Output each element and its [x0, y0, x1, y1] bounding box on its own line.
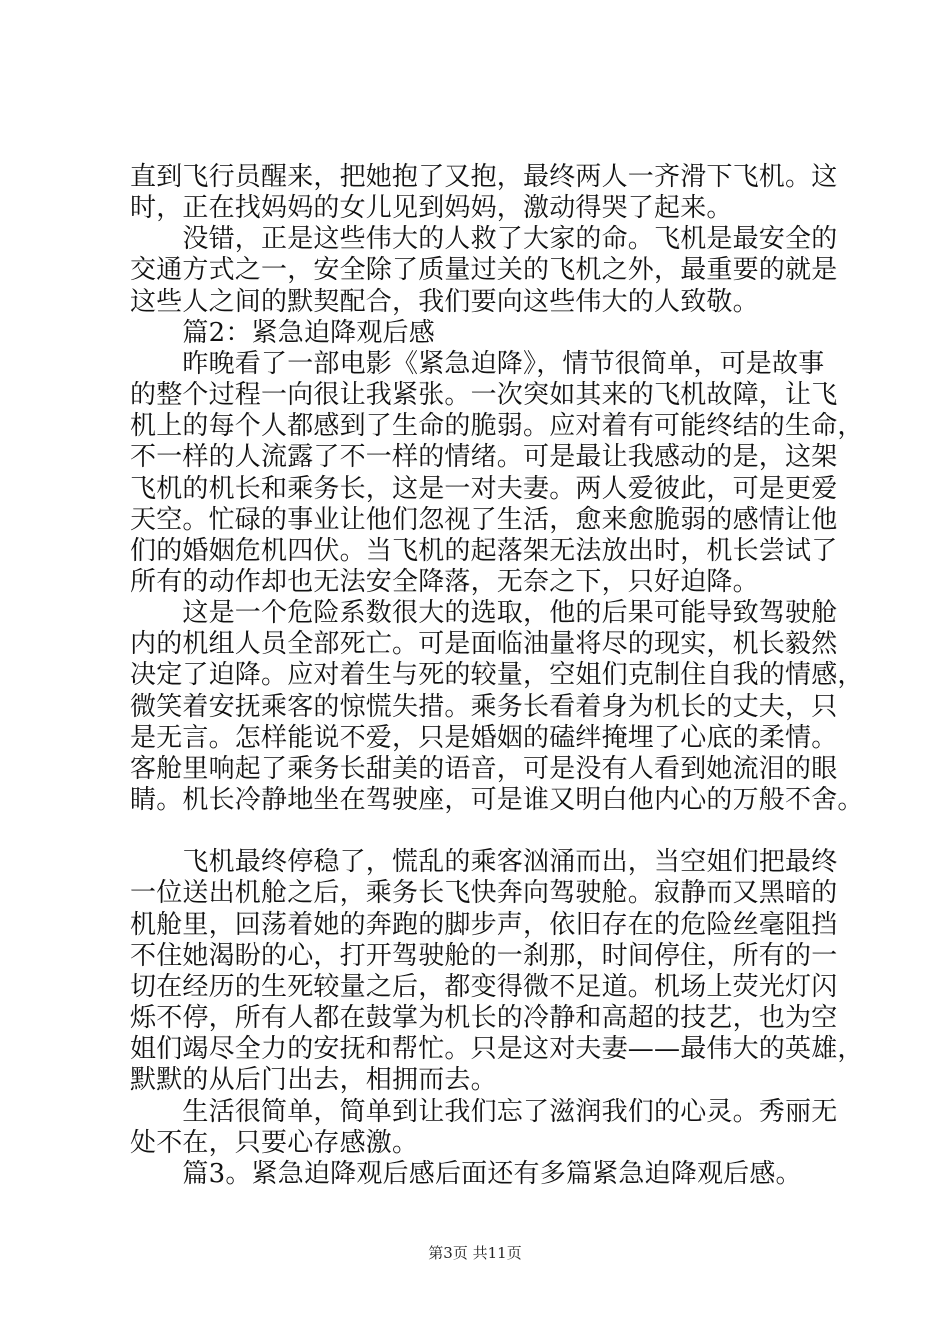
- text-line: 的整个过程一向很让我紧张。一次突如其来的飞机故障，让飞: [130, 380, 838, 411]
- text-line: 时，正在找妈妈的女儿见到妈妈，激动得哭了起来。: [130, 193, 733, 224]
- text-line: 直到飞行员醒来，把她抱了又抱，最终两人一齐滑下飞机。这: [130, 162, 838, 192]
- text-line: 处不在，只要心存感激。: [130, 1127, 419, 1158]
- text-line: 决定了迫降。应对着生与死的较量，空姐们克制住自我的情感，: [130, 660, 864, 691]
- text-line: 机上的每个人都感到了生命的脆弱。应对着有可能终结的生命，: [130, 411, 864, 442]
- text-line: 们的婚姻危机四伏。当飞机的起落架无法放出时，机长尝试了: [130, 535, 838, 566]
- text-line: 所有的动作却也无法安全降落，无奈之下，只好迫降。: [130, 566, 759, 597]
- text-line: 交通方式之一，安全除了质量过关的飞机之外，最重要的就是: [130, 255, 838, 286]
- text-line: 微笑着安抚乘客的惊慌失措。乘务长看着身为机长的丈夫，只: [130, 691, 838, 722]
- text-line: 睛。机长冷静地坐在驾驶座，可是谁又明白他内心的万般不舍。: [130, 785, 864, 816]
- text-line: 天空。忙碌的事业让他们忽视了生活，愈来愈脆弱的感情让他: [130, 504, 838, 535]
- text-line: 机舱里，回荡着她的奔跑的脚步声，依旧存在的危险丝毫阻挡: [130, 909, 838, 940]
- text-line: 不住她渴盼的心，打开驾驶舱的一刹那，时间停住，所有的一: [130, 940, 838, 971]
- text-line: 飞机最终停稳了，慌乱的乘客汹涌而出，当空姐们把最终: [130, 847, 838, 878]
- text-line: 是无言。怎样能说不爱，只是婚姻的磕绊掩埋了心底的柔情。: [130, 722, 838, 753]
- text-line: 客舱里响起了乘务长甜美的语音，可是没有人看到她流泪的眼: [130, 753, 838, 784]
- text-line: 姐们竭尽全力的安抚和帮忙。只是这对夫妻——最伟大的英雄，: [130, 1034, 864, 1065]
- text-line: 切在经历的生死较量之后，都变得微不足道。机场上荧光灯闪: [130, 971, 838, 1002]
- text-line: 烁不停，所有人都在鼓掌为机长的冷静和高超的技艺，也为空: [130, 1003, 838, 1034]
- text-line: 一位送出机舱之后，乘务长飞快奔向驾驶舱。寂静而又黑暗的: [130, 878, 838, 909]
- text-line: 内的机组人员全部死亡。可是面临油量将尽的现实，机长毅然: [130, 629, 838, 660]
- text-line: 默默的从后门出去，相拥而去。: [130, 1065, 497, 1096]
- text-line: 没错，正是这些伟大的人救了大家的命。飞机是最安全的: [130, 224, 838, 255]
- text-line: 篇3。紧急迫降观后感后面还有多篇紧急迫降观后感。: [130, 1158, 802, 1189]
- text-line: 生活很简单，简单到让我们忘了滋润我们的心灵。秀丽无: [130, 1096, 838, 1127]
- blank-line: [130, 816, 835, 847]
- text-line: 这是一个危险系数很大的选取，他的后果可能导致驾驶舱: [130, 598, 838, 629]
- text-line: 不一样的人流露了不一样的情绪。可是最让我感动的是，这架: [130, 442, 838, 473]
- text-line: 飞机的机长和乘务长，这是一对夫妻。两人爱彼此，可是更爱: [130, 473, 838, 504]
- section-heading: 篇2：紧急迫降观后感: [130, 317, 435, 348]
- page-number-footer: 第3页 共11页: [428, 1244, 522, 1262]
- text-line: 昨晚看了一部电影《紧急迫降》，情节很简单，可是故事: [130, 348, 825, 379]
- text-line: 这些人之间的默契配合，我们要向这些伟大的人致敬。: [130, 286, 759, 317]
